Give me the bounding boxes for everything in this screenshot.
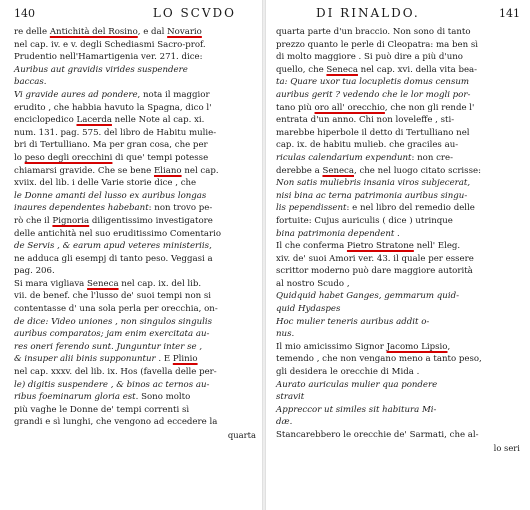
text-line	[14, 328, 256, 341]
text-line	[276, 253, 520, 266]
text-segment: Si mara vigliava	[14, 278, 88, 289]
text-segment: num. 131. pag. 575. del libro de Habitu mulie-	[14, 127, 217, 138]
text-line	[14, 240, 256, 253]
text-segment: nell' Eleg.	[413, 241, 461, 252]
text-line	[276, 404, 520, 417]
text-segment: Hoc mulier teneris auribus addit o-	[276, 316, 430, 327]
text-segment: . E	[155, 354, 173, 365]
text-line	[14, 139, 256, 152]
text-segment: delle antichità nel suo eruditissimo Comentario	[14, 228, 222, 239]
highlighted-phrase: oro all' orecchio	[314, 102, 385, 113]
text-line	[14, 316, 256, 329]
text-line	[14, 366, 256, 379]
text-segment: erudito , che habbia havuto la Spagna, dico l'	[14, 102, 212, 113]
right-running-title: DI RINALDO.	[316, 6, 420, 20]
text-line	[276, 328, 520, 341]
text-line	[14, 278, 256, 291]
text-segment: : e nel libro del remedio delle	[346, 203, 475, 214]
text-segment: prezzo quanto le perle di Cleopatra: ma ben sì	[276, 39, 479, 50]
text-segment: quello, che	[276, 64, 327, 75]
right-running-head	[276, 6, 520, 22]
text-segment: Aurato auriculas mulier qua pondere	[276, 379, 438, 390]
text-line	[14, 102, 256, 115]
highlighted-phrase: Eliano	[153, 165, 182, 176]
highlighted-phrase: Lacerda	[76, 115, 112, 126]
text-line	[276, 152, 520, 165]
highlighted-phrase: peso degli orecchini	[24, 152, 113, 163]
text-segment: ,	[447, 341, 451, 352]
text-line	[276, 240, 520, 253]
text-line	[14, 290, 256, 303]
text-segment: dæ.	[276, 417, 293, 428]
text-segment: tano più	[276, 102, 315, 113]
text-line	[276, 290, 520, 303]
text-line	[276, 127, 520, 140]
text-line	[14, 114, 256, 127]
text-segment: Stancarebbero le orecchie de' Sarmati, che al-	[276, 430, 479, 440]
text-line	[276, 202, 520, 215]
left-page	[0, 0, 262, 510]
text-segment: enciclopedico	[14, 115, 77, 126]
text-segment: Prudentio nell'Hamartigenia ver. 271. dice:	[14, 52, 203, 63]
text-line	[14, 39, 256, 52]
highlighted-phrase: Seneca	[326, 64, 358, 75]
text-line	[14, 353, 256, 366]
text-line	[276, 139, 520, 152]
text-segment: gli desidera le orecchie di Mida .	[276, 367, 420, 378]
text-segment: Quidquid habet Ganges, gemmarum quid-	[276, 291, 459, 302]
text-line	[14, 404, 256, 417]
text-segment: ne adduca gli esempj di tanto peso. Veggasi a	[14, 253, 213, 264]
text-segment: quarta parte d'un braccio. Non sono di tanto	[276, 27, 471, 37]
left-page-number: 140	[14, 7, 35, 20]
highlighted-phrase: Pietro Stratone	[346, 241, 414, 252]
text-segment: nisi bina ac terna patrimonia auribus singu-	[276, 190, 468, 201]
left-running-head	[14, 6, 256, 22]
text-line	[276, 265, 520, 278]
text-line	[14, 202, 256, 215]
text-segment: nel cap. xxxv. del lib. ix. Hos (favella delle per-	[14, 367, 217, 378]
text-segment: vii. de benef. che l'lusso de' suoi tempi non si	[14, 291, 212, 302]
text-line	[276, 391, 520, 404]
text-segment: inaures dependentes habebant	[14, 203, 149, 214]
text-segment: chiamarsi gravide. Che se bene	[14, 165, 154, 176]
text-segment: scrittor moderno può dare maggiore autorità	[276, 266, 473, 277]
right-body-text	[276, 26, 520, 442]
text-line	[14, 51, 256, 64]
text-segment: Auribus aut gravidis virides suspendere	[14, 64, 188, 75]
highlighted-phrase: Antichità del Rosino	[49, 27, 138, 37]
text-segment: : non trovo pe-	[148, 203, 213, 214]
text-segment: lo	[14, 152, 25, 163]
text-segment: ribus foeminarum gloria est	[14, 392, 136, 403]
text-segment: temendo , che non vengano meno a tanto peso,	[276, 354, 482, 365]
right-page	[266, 0, 530, 510]
text-line	[276, 26, 520, 39]
highlighted-phrase: Seneca	[322, 165, 354, 176]
text-segment: bri di Tertulliano. Ma per gran cosa, che per	[14, 140, 208, 151]
text-segment: xiv. de' suoi Amori ver. 43. il quale per essere	[276, 253, 474, 264]
text-segment: nelle Note al cap. xi.	[111, 115, 205, 126]
text-line	[276, 429, 520, 442]
text-line	[14, 127, 256, 140]
text-segment: rò che il	[14, 215, 53, 226]
text-line	[14, 26, 256, 39]
text-segment: , e dal	[137, 27, 168, 37]
text-segment: Non satis muliebris insania viros subjecerat,	[276, 178, 471, 189]
text-segment: stravit	[276, 392, 305, 403]
highlighted-phrase: Jacomo Lipsio	[386, 341, 448, 352]
text-line	[14, 76, 256, 89]
text-segment: auribus comparatos; jam enim exercitata au-	[14, 329, 210, 340]
text-line	[276, 51, 520, 64]
text-line	[276, 102, 520, 115]
text-segment: le Donne amanti del lusso ex auribus longas	[14, 190, 207, 201]
text-line	[14, 190, 256, 203]
text-line	[276, 177, 520, 190]
text-line	[276, 278, 520, 291]
text-line	[276, 215, 520, 228]
left-running-title: LO SCVDO	[152, 6, 236, 20]
text-segment: bina patrimonia dependent .	[276, 228, 400, 239]
text-line	[14, 253, 256, 266]
right-catchword: lo seri	[493, 442, 520, 453]
text-line	[14, 215, 256, 228]
text-segment: Appreccor ut similes sit habitura Mi-	[276, 404, 437, 415]
text-line	[14, 165, 256, 178]
text-line	[276, 316, 520, 329]
text-line	[276, 190, 520, 203]
text-line	[276, 379, 520, 392]
text-segment: riculas calendarium expendunt	[276, 152, 412, 163]
text-line	[276, 303, 520, 316]
text-line	[276, 76, 520, 89]
text-segment: baccas.	[14, 77, 47, 88]
left-body-text	[14, 26, 256, 429]
text-line	[276, 165, 520, 178]
text-segment: Il che conferma	[276, 241, 347, 252]
text-segment: . Sono molto	[135, 392, 191, 403]
text-segment: re delle	[14, 27, 50, 37]
text-line	[276, 114, 520, 127]
text-segment: quid Hydaspes	[276, 304, 341, 315]
highlighted-phrase: Seneca	[87, 278, 119, 289]
text-segment: grandi e sì lunghi, che vengono ad eccedere la	[14, 417, 218, 428]
right-page-number: 141	[499, 7, 520, 20]
text-segment: de dice: Video uniones , non singulos singulis	[14, 316, 213, 327]
text-segment: lis pependissent	[276, 203, 347, 214]
text-segment: le) digitis suspendere , & binos ac ternos au-	[14, 379, 210, 390]
text-line	[14, 303, 256, 316]
text-segment: marebbe hiperbole il detto di Tertulliano nel	[276, 127, 470, 138]
text-segment: & insuper alii binis supponuntur	[14, 354, 156, 365]
text-segment: Il mio amicissimo Signor	[276, 341, 387, 352]
text-segment: contentasse d' una sola perla per orecchia, on-	[14, 304, 218, 315]
text-segment: de Servis , & earum apud veteres ministeriis,	[14, 241, 212, 252]
text-line	[276, 64, 520, 77]
text-line	[14, 379, 256, 392]
text-segment: cap. ix. de habitu mulieb. che graciles au-	[276, 140, 459, 151]
text-segment: ta: Quare uxor tua locupletis domus censum	[276, 77, 470, 88]
text-segment: pag. 206.	[14, 266, 55, 277]
text-segment: al nostro Scudo ,	[276, 278, 350, 289]
text-line	[276, 416, 520, 429]
text-segment: Vi gravide aures ad pondere	[14, 89, 138, 100]
text-line	[14, 341, 256, 354]
text-segment: entrata d'un anno. Chi non loveleffe , sti-	[276, 115, 455, 126]
text-segment: nel cap. ix. del lib.	[118, 278, 202, 289]
highlighted-phrase: Pignoria	[52, 215, 90, 226]
text-segment: di que' tempi potesse	[112, 152, 209, 163]
text-segment: nel cap. xvi. della vita bea-	[357, 64, 478, 75]
text-segment: più vaghe le Donne de' tempi correnti sì	[14, 404, 190, 415]
text-line	[276, 353, 520, 366]
text-segment: nel cap.	[181, 165, 219, 176]
text-segment: fortuite: Cujus auriculis ( dice ) utrinque	[276, 215, 453, 226]
text-line	[276, 228, 520, 241]
text-line	[276, 366, 520, 379]
text-segment: derebbe a	[276, 165, 323, 176]
text-line	[276, 39, 520, 52]
text-line	[14, 177, 256, 190]
text-line	[14, 152, 256, 165]
text-segment: nus.	[276, 329, 295, 340]
text-segment: res oneri ferendo sunt. Junguntur inter se ,	[14, 341, 203, 352]
text-segment: di molto maggiore . Si può dire a più d'uno	[276, 52, 463, 63]
text-line	[14, 416, 256, 429]
text-line	[14, 391, 256, 404]
text-segment: , nota il maggior	[137, 89, 210, 100]
text-line	[276, 341, 520, 354]
text-segment: xviix. del lib. i delle Varie storie dice , che	[14, 178, 197, 189]
left-catchword: quarta	[227, 430, 256, 440]
text-segment: nel cap. iv. e v. degli Schediasmi Sacro-prof.	[14, 39, 206, 50]
text-line	[14, 228, 256, 241]
text-segment: auribus gerit ? vedendo che le lor mogli por-	[276, 89, 471, 100]
text-segment: diligentissimo investigatore	[89, 215, 213, 226]
highlighted-phrase: Plinio	[172, 354, 198, 365]
text-line	[14, 64, 256, 77]
highlighted-phrase: Novario	[167, 27, 202, 37]
text-line	[276, 89, 520, 102]
text-line	[14, 89, 256, 102]
text-line	[14, 265, 256, 278]
text-segment: , che non gli rende l'	[384, 102, 475, 113]
text-segment: : non cre-	[411, 152, 454, 163]
text-segment: , che nel luogo citato scrisse:	[354, 165, 481, 176]
